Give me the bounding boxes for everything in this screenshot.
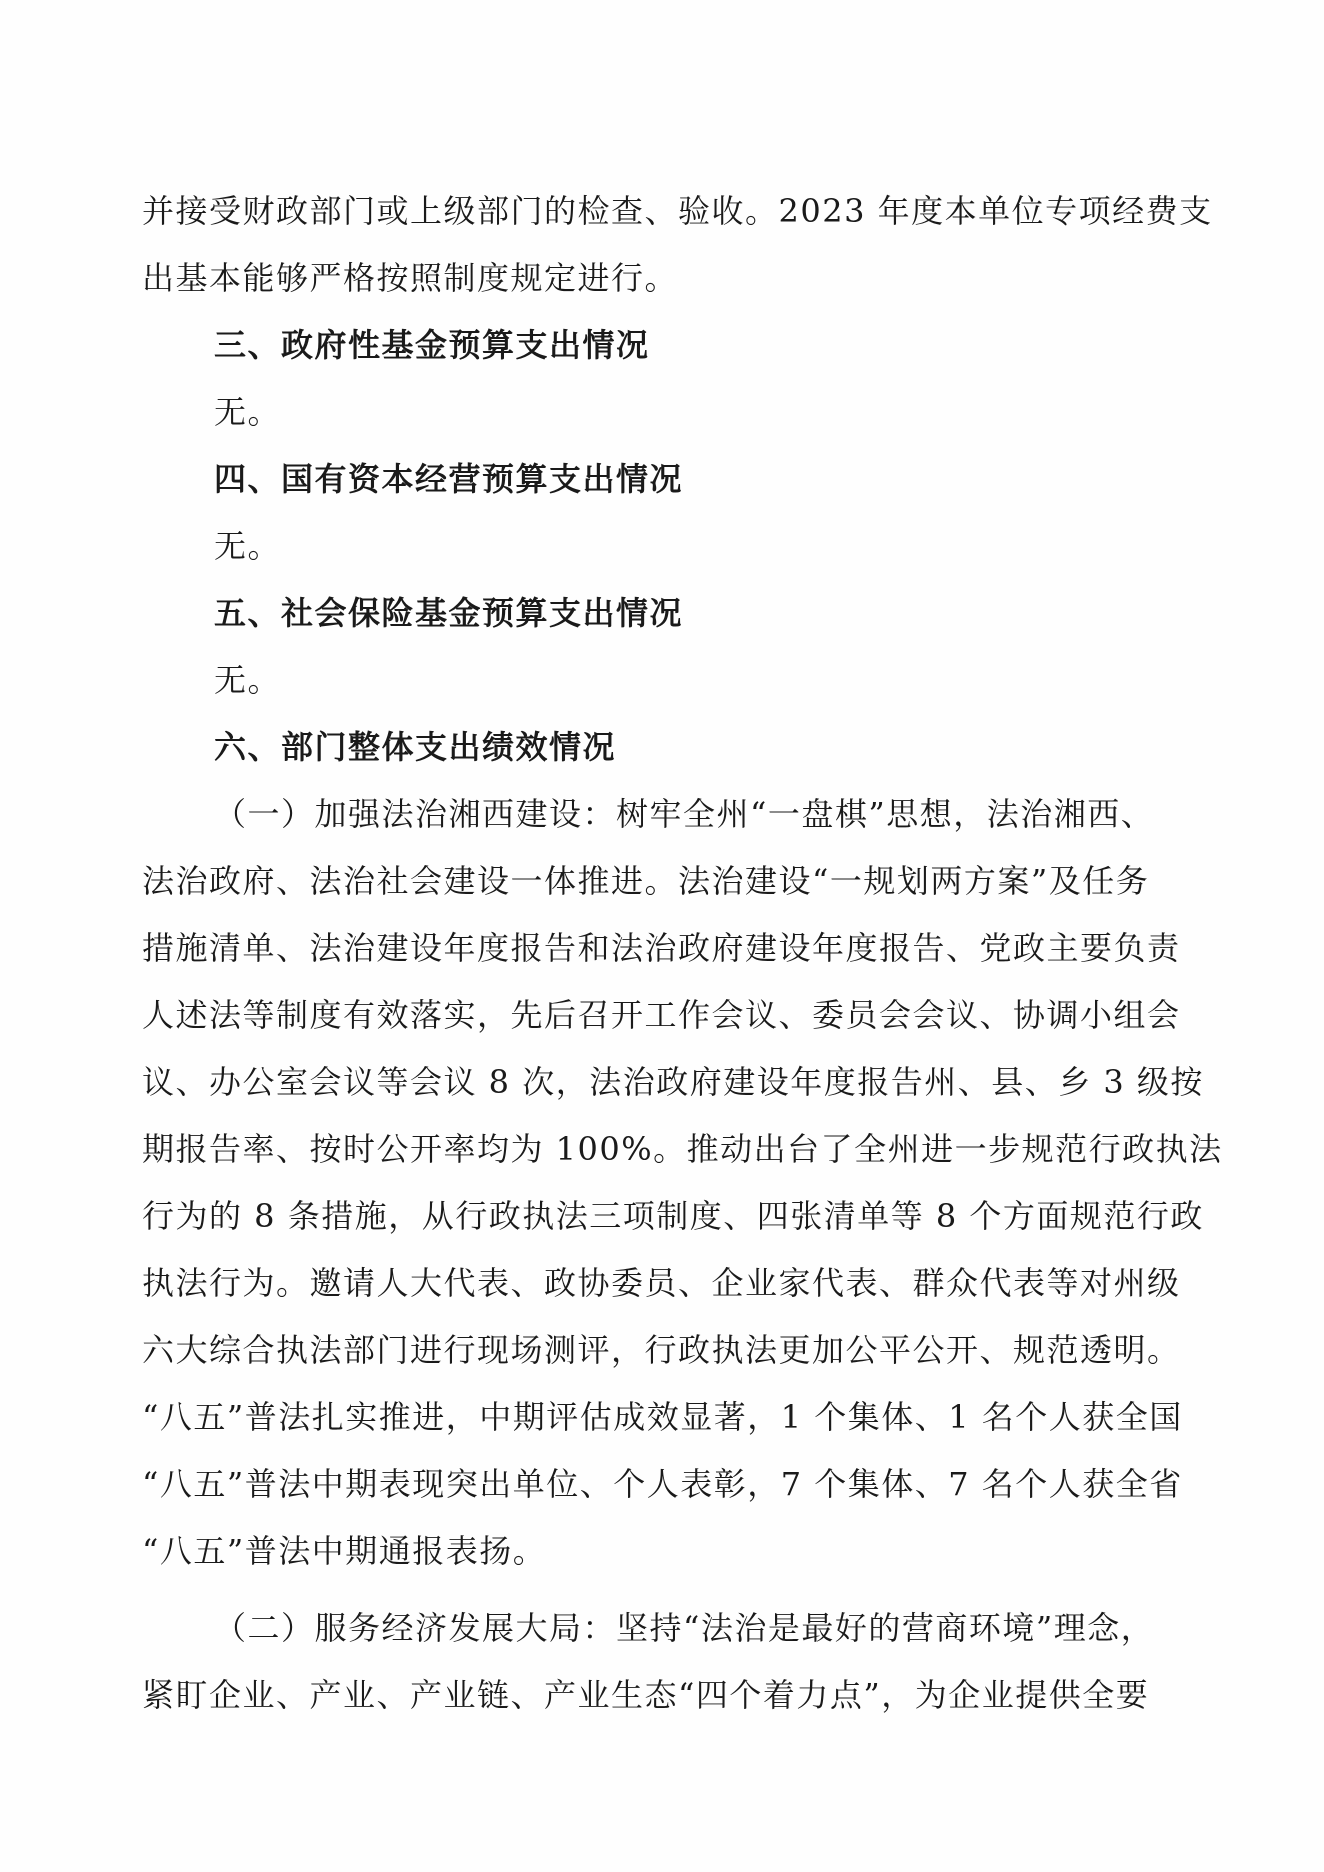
paragraph-first-line: （一）加强法治湘西建设：树牢全州“一盘棋”思想，法治湘西、 — [214, 795, 1155, 833]
text-line: 法治政府、法治社会建设一体推进。法治建设“一规划两方案”及任务 — [142, 862, 1150, 900]
paragraph-first-line: （二）服务经济发展大局：坚持“法治是最好的营商环境”理念， — [214, 1609, 1155, 1647]
text-line: 措施清单、法治建设年度报告和法治政府建设年度报告、党政主要负责 — [142, 929, 1181, 967]
section-body: 无。 — [214, 393, 282, 431]
text-line: 紧盯企业、产业、产业链、产业生态“四个着力点”，为企业提供全要 — [142, 1676, 1150, 1714]
text-line: “八五”普法扎实推进，中期评估成效显著，1 个集体、1 名个人获全国 — [142, 1398, 1183, 1436]
text-line: 出基本能够严格按照制度规定进行。 — [142, 259, 679, 297]
text-line: “八五”普法中期表现突出单位、个人表彰，7 个集体、7 名个人获全省 — [142, 1465, 1183, 1503]
section-heading: 五、社会保险基金预算支出情况 — [214, 594, 684, 632]
text-line: 并接受财政部门或上级部门的检查、验收。2023 年度本单位专项经费支 — [142, 192, 1213, 230]
document-body — [142, 178, 1223, 1729]
section-heading: 四、国有资本经营预算支出情况 — [214, 460, 684, 498]
section-heading: 六、部门整体支出绩效情况 — [214, 728, 617, 766]
section-body: 无。 — [214, 661, 282, 699]
text-line: 六大综合执法部门进行现场测评，行政执法更加公平公开、规范透明。 — [142, 1331, 1181, 1369]
text-line: 期报告率、按时公开率均为 100%。推动出台了全州进一步规范行政执法 — [142, 1130, 1223, 1168]
section-heading: 三、政府性基金预算支出情况 — [214, 326, 650, 364]
paragraph-spacer — [142, 1585, 1202, 1595]
section-body: 无。 — [214, 527, 282, 565]
text-line: “八五”普法中期通报表扬。 — [142, 1532, 547, 1570]
text-line: 人述法等制度有效落实，先后召开工作会议、委员会会议、协调小组会 — [142, 996, 1181, 1034]
text-line: 执法行为。邀请人大代表、政协委员、企业家代表、群众代表等对州级 — [142, 1264, 1181, 1302]
text-line: 议、办公室会议等会议 8 次，法治政府建设年度报告州、县、乡 3 级按 — [142, 1063, 1204, 1101]
text-line: 行为的 8 条措施，从行政执法三项制度、四张清单等 8 个方面规范行政 — [142, 1197, 1204, 1235]
